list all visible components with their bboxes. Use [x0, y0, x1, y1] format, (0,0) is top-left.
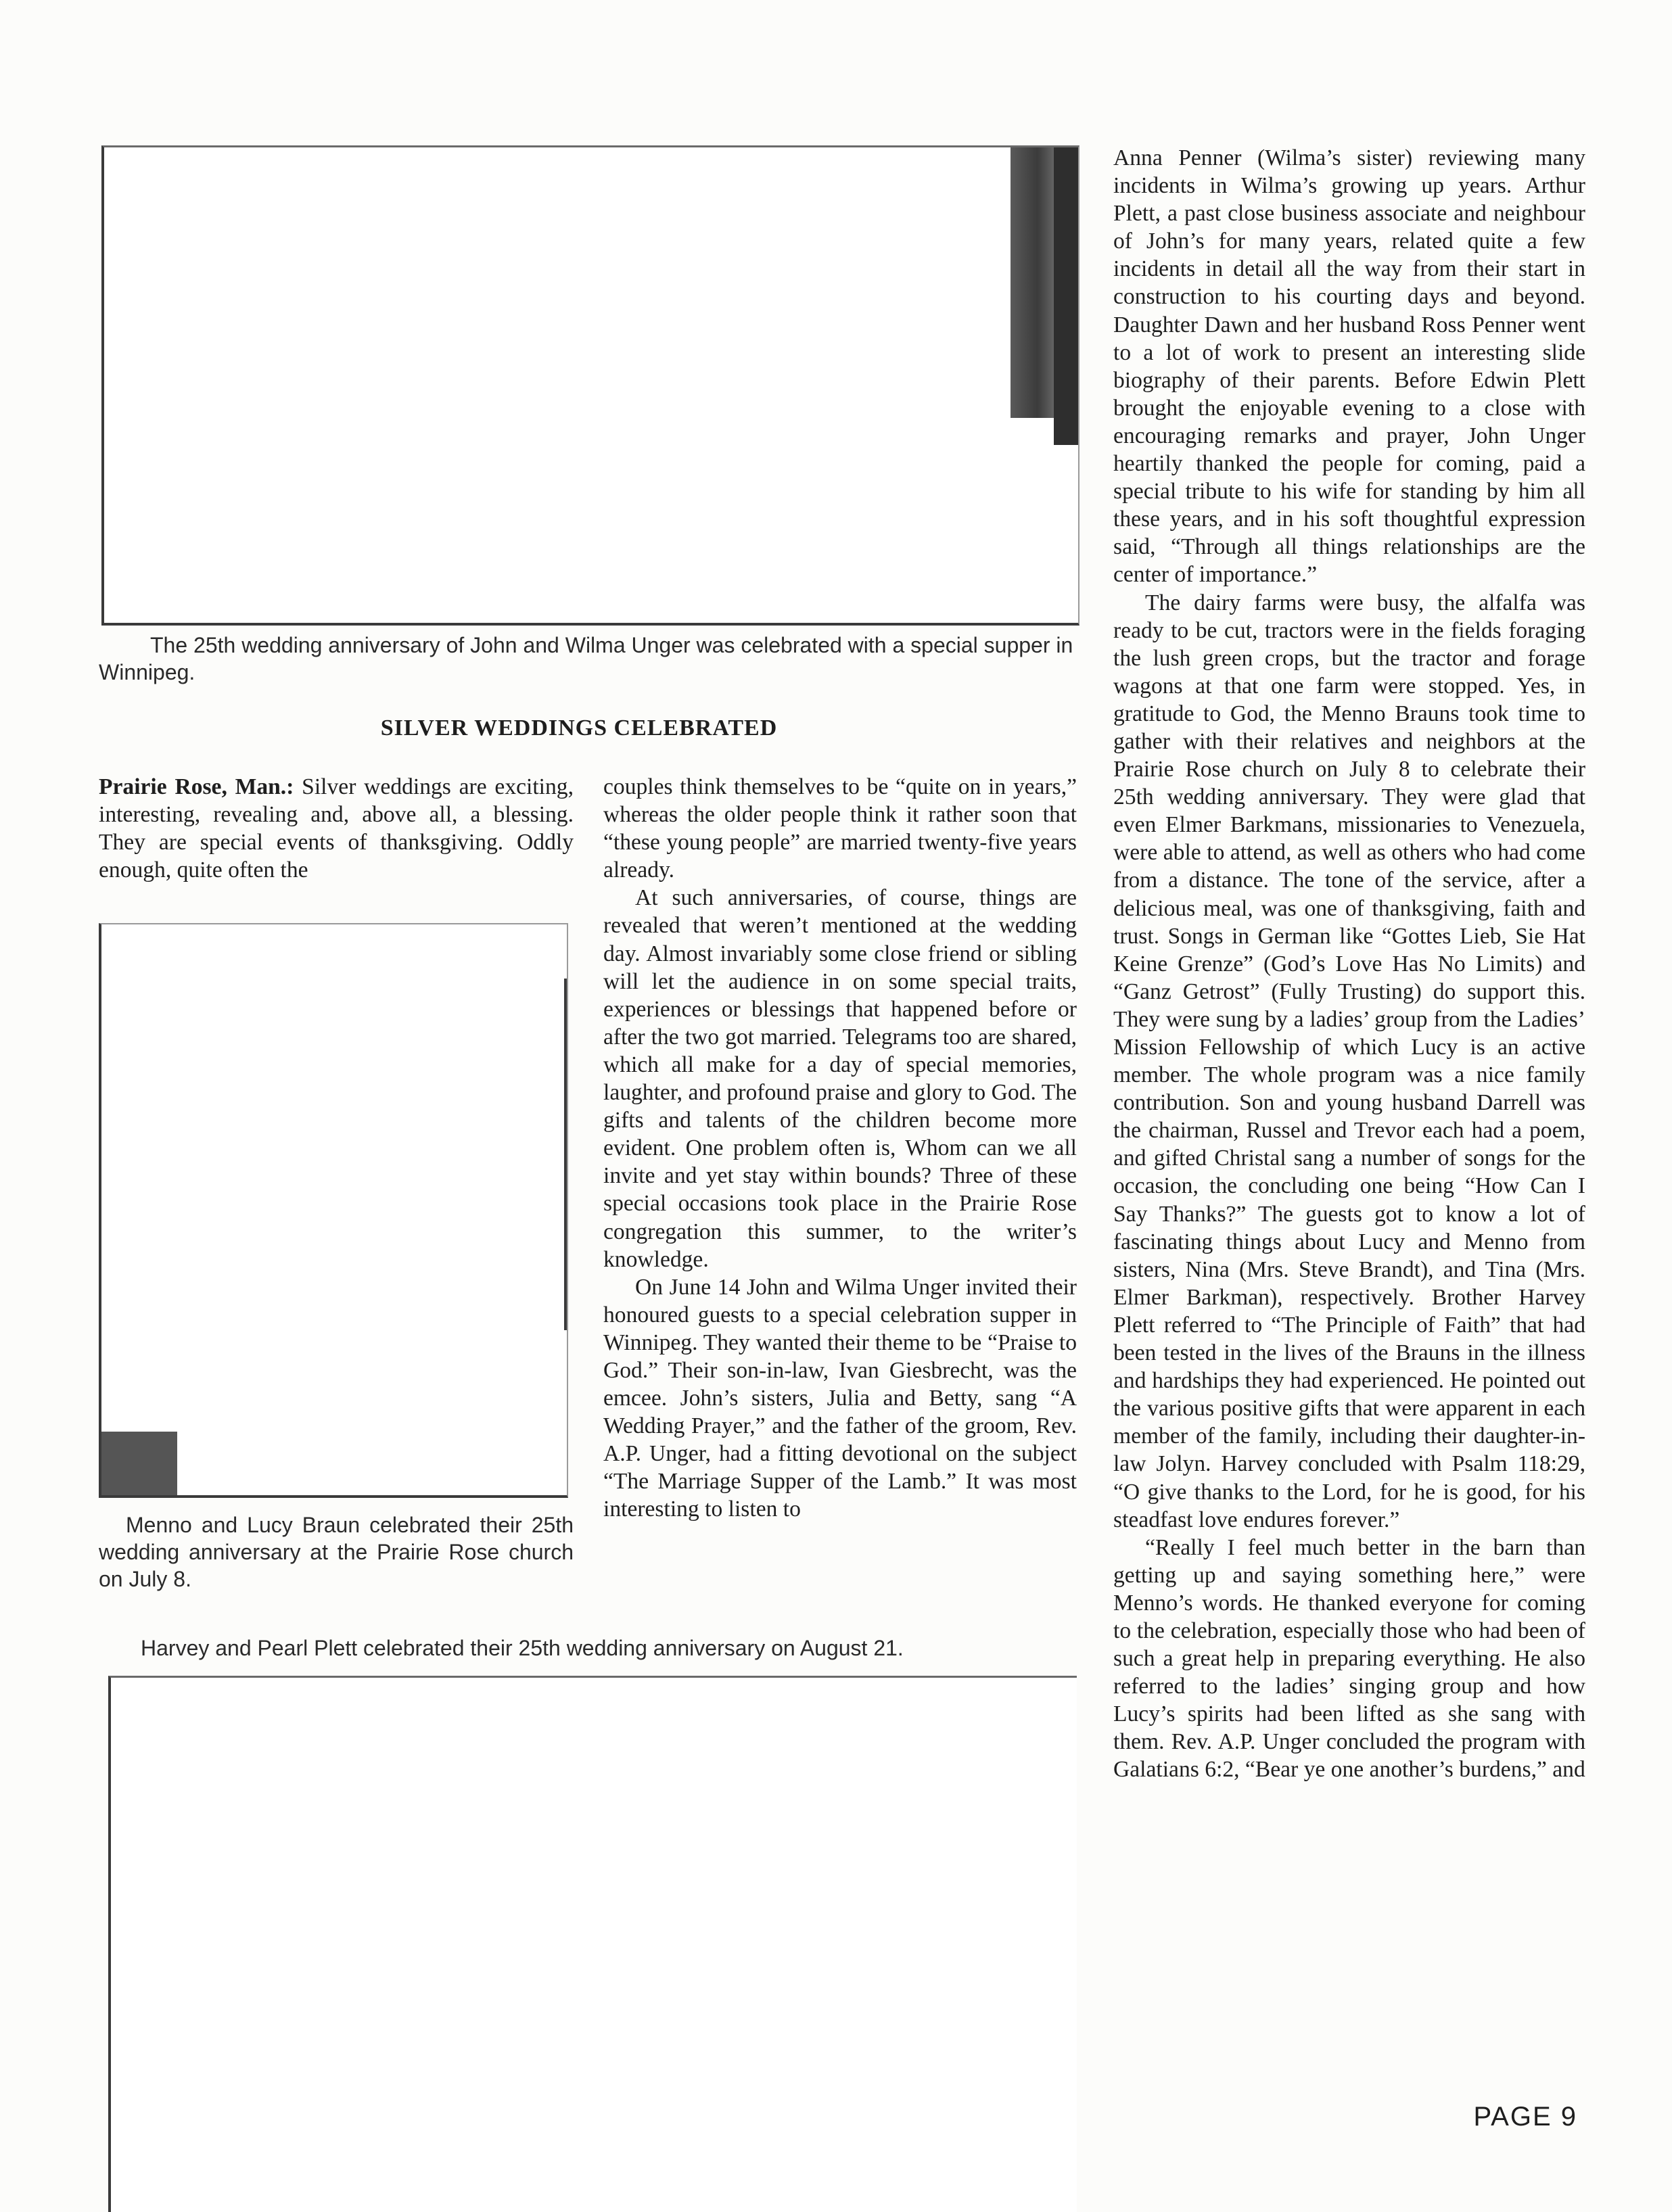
photo-plett-anniversary [108, 1676, 1077, 2212]
photo-dark-region [564, 979, 567, 1330]
article-paragraph: Anna Penner (Wilma’s sister) reviewing many incidents in Wilma’s growing up years. Arthur Plett, a past close business associate and neighbour of John’s for many years, related quite a few incidents in detail all the way from their start in construction to his courting days and beyond. Daughter Dawn and her husband Ross Penner went to a lot of work to present an interesting slide biography of their parents. Before Edwin Plett brought the enjoyable evening to a close with encouraging remarks and prayer, John Unger heartily thanked the people for coming, paid a special tribute to his wife for standing by him all these years, and in his soft thoughtful expression said, “Through all things relationships are the center of importance.” [1113, 145, 1585, 588]
photo-caption-braun: Menno and Lucy Braun celebrated their 25th wedding anniversary at the Prairie Rose church on July 8. [99, 1513, 574, 1591]
photo-dark-region [101, 1432, 177, 1495]
article-paragraph-text: Silver weddings are exciting, interesting, revealing and, above all, a blessing. They are special events of thanksgiving. Oddly enough, quite often the [99, 774, 574, 883]
photo-caption-plett: Harvey and Pearl Plett celebrated their 25th wedding anniversary on August 21. [141, 1636, 904, 1660]
article-headline: SILVER WEDDINGS CELEBRATED [380, 715, 778, 740]
article-column-right [1113, 144, 1585, 1784]
article-column-middle [603, 773, 1077, 1524]
article-paragraph: The dairy farms were busy, the alfalfa was ready to be cut, tractors were in the fields foraging the lush green crops, but the tractor and forage wagons at that one farm were stopped. Yes, in gratitude to God, the Menno Brauns took time to gather with their relatives and neighbors at the Prairie Rose church on July 8 to celebrate their 25th wedding anniversary. They were glad that even Elmer Barkmans, missionaries to Venezuela, were able to attend, as well as others who had come from a distance. The tone of the service, after a delicious meal, was one of thanksgiving, faith and trust. Songs in German like “Gottes Lieb, Sie Hat Keine Grenze” (God’s Love Has No Limits) and “Ganz Getrost” (Fully Trusting) do support this. They were sung by a ladies’ group from the Ladies’ Mission Fellowship of which Lucy is an active member. The whole program was a nice family contribution. Son and young husband Darrell was the chairman, Russel and Trevor each had a poem, and gifted Christal sang a number of songs for the occasion, the concluding one being “How Can I Say Thanks?” The guests got to know a lot of fascinating things about Lucy and Menno from sisters, Nina (Mrs. Steve Brandt), and Tina (Mrs. Elmer Barkman), respectively. Brother Harvey Plett referred to “The Principle of Faith” that had been tested in the lives of the Brauns in the illness and hardships they had experienced. He pointed out the various positive gifts that were apparent in each member of the family, including their daughter-in-law Jolyn. Harvey concluded with Psalm 118:29, “O give thanks to the Lord, for he is good, for his steadfast love endures forever.” [1113, 590, 1585, 1532]
article-paragraph [99, 773, 574, 884]
photo-braun-anniversary [99, 923, 568, 1498]
page-number: PAGE 9 [1473, 2102, 1577, 2132]
article-paragraph: “Really I feel much better in the barn than getting up and saying something here,” were Menno’s words. He thanked everyone for coming to the celebration, especially those who had been of such a great help in preparing everything. He also referred to the ladies’ singing group and how Lucy’s spirits had been lifted as she sang with them. Rev. A.P. Unger concluded the program with Galatians 6:2, “Bear ye one another’s burdens,” and [1113, 1534, 1585, 1783]
article-paragraph: At such anniversaries, of course, things are revealed that weren’t mentioned at the wedding day. Almost invariably some close friend or sibling will let the audience in on some special traits, experiences or blessings that happened before or after the two got married. Telegrams too are shared, which all make for a day of special memories, laughter, and profound praise and glory to God. The gifts and talents of the children become more evident. One problem often is, Whom can we all invite and yet stay within bounds? Three of these special occasions took place in the Prairie Rose congregation this summer, to the writer’s knowledge. [603, 885, 1077, 1272]
photo-dark-region [1054, 147, 1078, 445]
article-dateline: Prairie Rose, Man.: [99, 774, 294, 799]
photo-unger-anniversary [101, 145, 1079, 626]
article-paragraph: On June 14 John and Wilma Unger invited their honoured guests to a special celebration supper in Winnipeg. They wanted their theme to be “Praise to God.” Their son-in-law, Ivan Giesbrecht, was the emcee. John’s sisters, Julia and Betty, sang “A Wedding Prayer,” and the father of the groom, Rev. A.P. Unger, had a fitting devotional on the subject “The Marriage Supper of the Lamb.” It was most interesting to listen to [603, 1274, 1077, 1522]
photo-caption-unger: The 25th wedding anniversary of John and Wilma Unger was celebrated with a special supper in Winnipeg. [99, 633, 1073, 684]
article-paragraph: couples think themselves to be “quite on in years,” whereas the older people think it rather soon that “these young people” are married twenty-five years already. [603, 774, 1077, 883]
article-column-left [99, 773, 574, 884]
